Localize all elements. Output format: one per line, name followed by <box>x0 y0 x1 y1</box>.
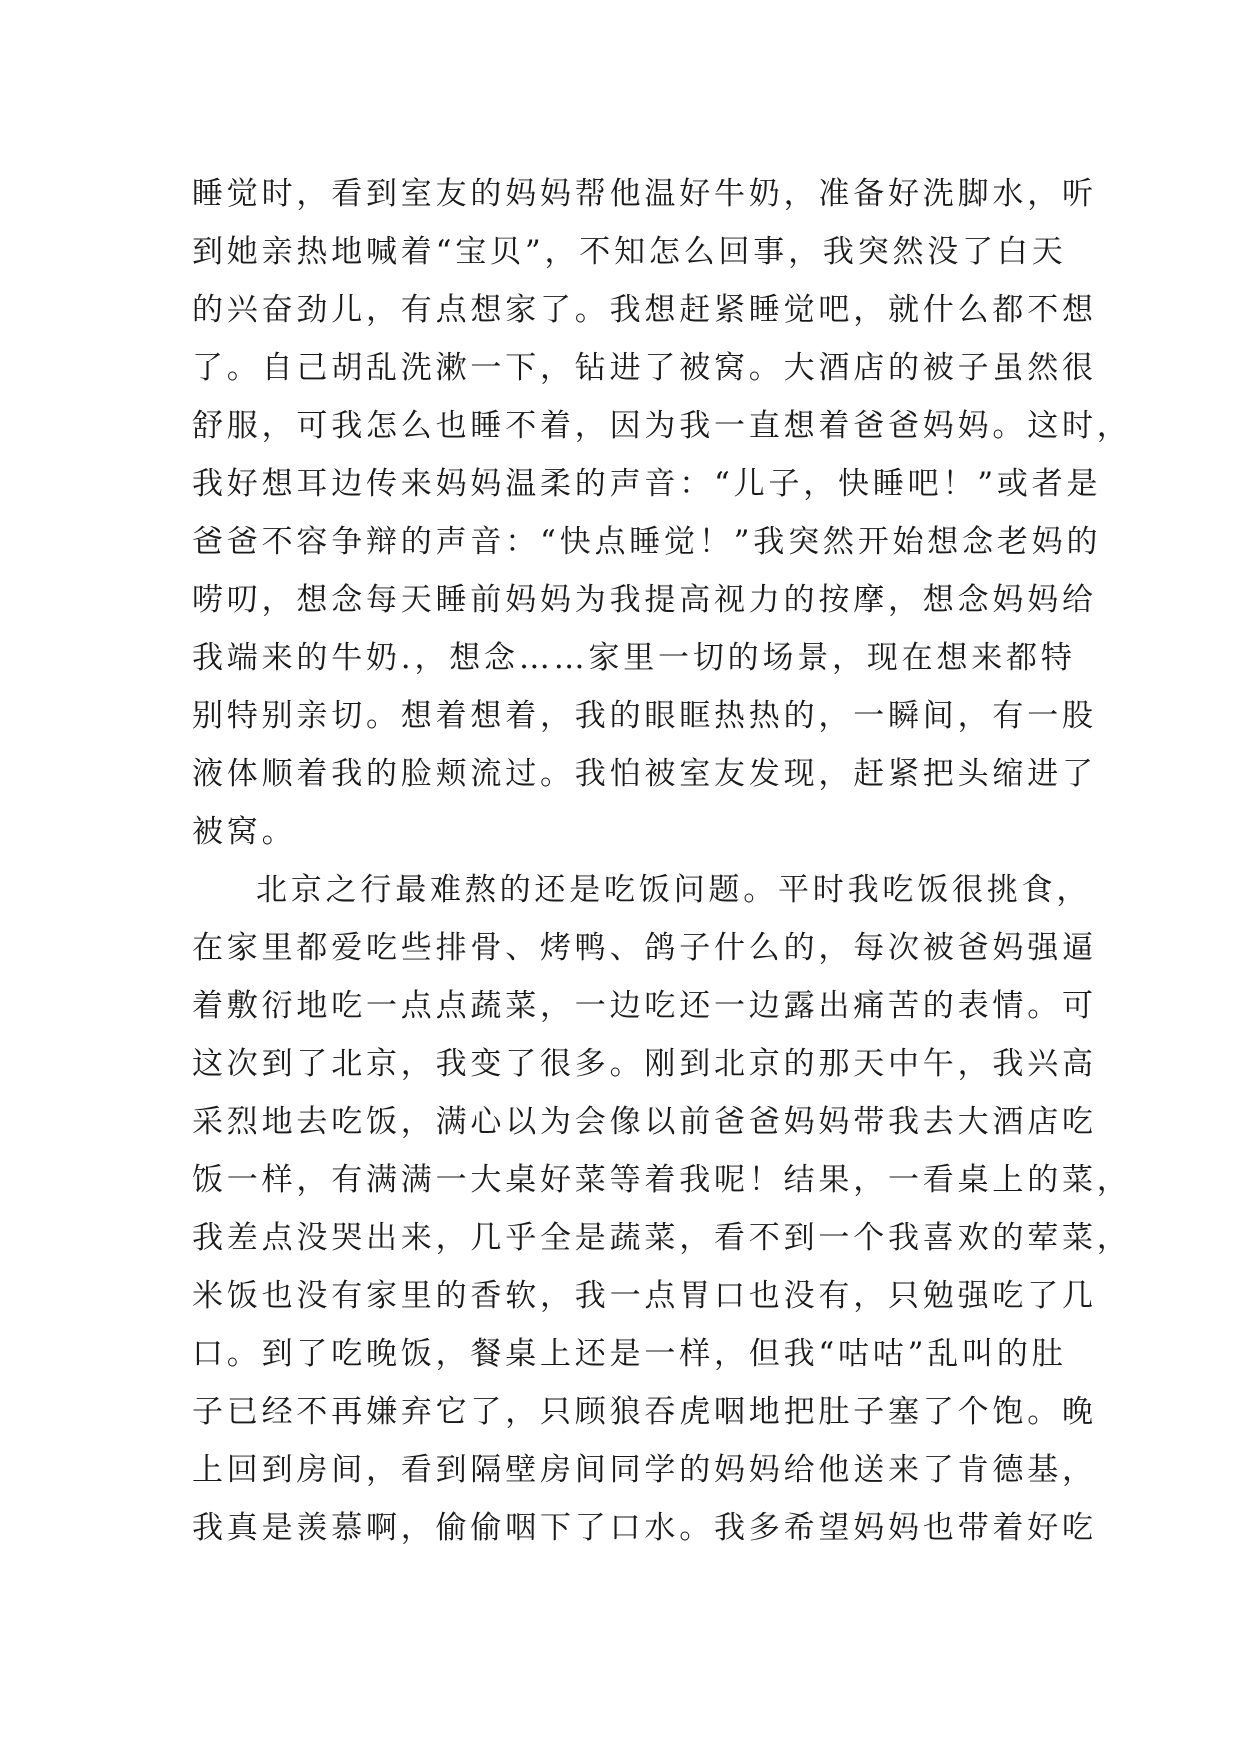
text-line: 上回到房间，看到隔壁房间同学的妈妈给他送来了肯德基， <box>192 1452 1097 1488</box>
text-line: 睡觉时，看到室友的妈妈帮他温好牛奶，准备好洗脚水，听 <box>192 176 1097 212</box>
text-line: 这次到了北京，我变了很多。刚到北京的那天中午，我兴高 <box>192 1046 1097 1082</box>
text-line: 着敷衍地吃一点点蔬菜，一边吃还一边露出痛苦的表情。可 <box>192 988 1097 1024</box>
text-line: 液体顺着我的脸颊流过。我怕被室友发现，赶紧把头缩进了 <box>192 756 1097 792</box>
text-line: 被窝。 <box>192 814 297 850</box>
text-line: 口。到了吃晚饭，餐桌上还是一样，但我“咕咕”乱叫的肚 <box>192 1336 1067 1372</box>
text-line: 唠叨，想念每天睡前妈妈为我提高视力的按摩，想念妈妈给 <box>192 582 1097 618</box>
text-line: 我端来的牛奶.，想念……家里一切的场景，现在想来都特 <box>192 640 1076 676</box>
text-line: 我差点没哭出来，几乎全是蔬菜，看不到一个我喜欢的荤菜， <box>192 1220 1132 1256</box>
text-line: 北京之行最难熬的还是吃饭问题。平时我吃饭很挑食， <box>256 872 1092 908</box>
text-line: 到她亲热地喊着“宝贝”，不知怎么回事，我突然没了白天 <box>192 234 1067 270</box>
text-line: 了。自己胡乱洗漱一下，钻进了被窝。大酒店的被子虽然很 <box>192 350 1097 386</box>
text-line: 我真是羡慕啊，偷偷咽下了口水。我多希望妈妈也带着好吃 <box>192 1510 1097 1546</box>
text-line: 在家里都爱吃些排骨、烤鸭、鸽子什么的，每次被爸妈强逼 <box>192 930 1097 966</box>
text-line: 采烈地去吃饭，满心以为会像以前爸爸妈妈带我去大酒店吃 <box>192 1104 1097 1140</box>
paragraph-2 <box>192 861 1132 1557</box>
text-line: 米饭也没有家里的香软，我一点胃口也没有，只勉强吃了几 <box>192 1278 1097 1314</box>
body-text <box>192 165 1132 1557</box>
text-line: 别特别亲切。想着想着，我的眼眶热热的，一瞬间，有一股 <box>192 698 1097 734</box>
text-line: 子已经不再嫌弃它了，只顾狼吞虎咽地把肚子塞了个饱。晚 <box>192 1394 1097 1430</box>
text-line: 饭一样，有满满一大桌好菜等着我呢！结果，一看桌上的菜， <box>192 1162 1132 1198</box>
text-line: 的兴奋劲儿，有点想家了。我想赶紧睡觉吧，就什么都不想 <box>192 292 1097 328</box>
paragraph-1 <box>192 165 1132 861</box>
text-line: 爸爸不容争辩的声音：“快点睡觉！”我突然开始想念老妈的 <box>192 524 1102 560</box>
text-line: 我好想耳边传来妈妈温柔的声音：“儿子，快睡吧！”或者是 <box>192 466 1102 502</box>
text-line: 舒服，可我怎么也睡不着，因为我一直想着爸爸妈妈。这时， <box>192 408 1132 444</box>
